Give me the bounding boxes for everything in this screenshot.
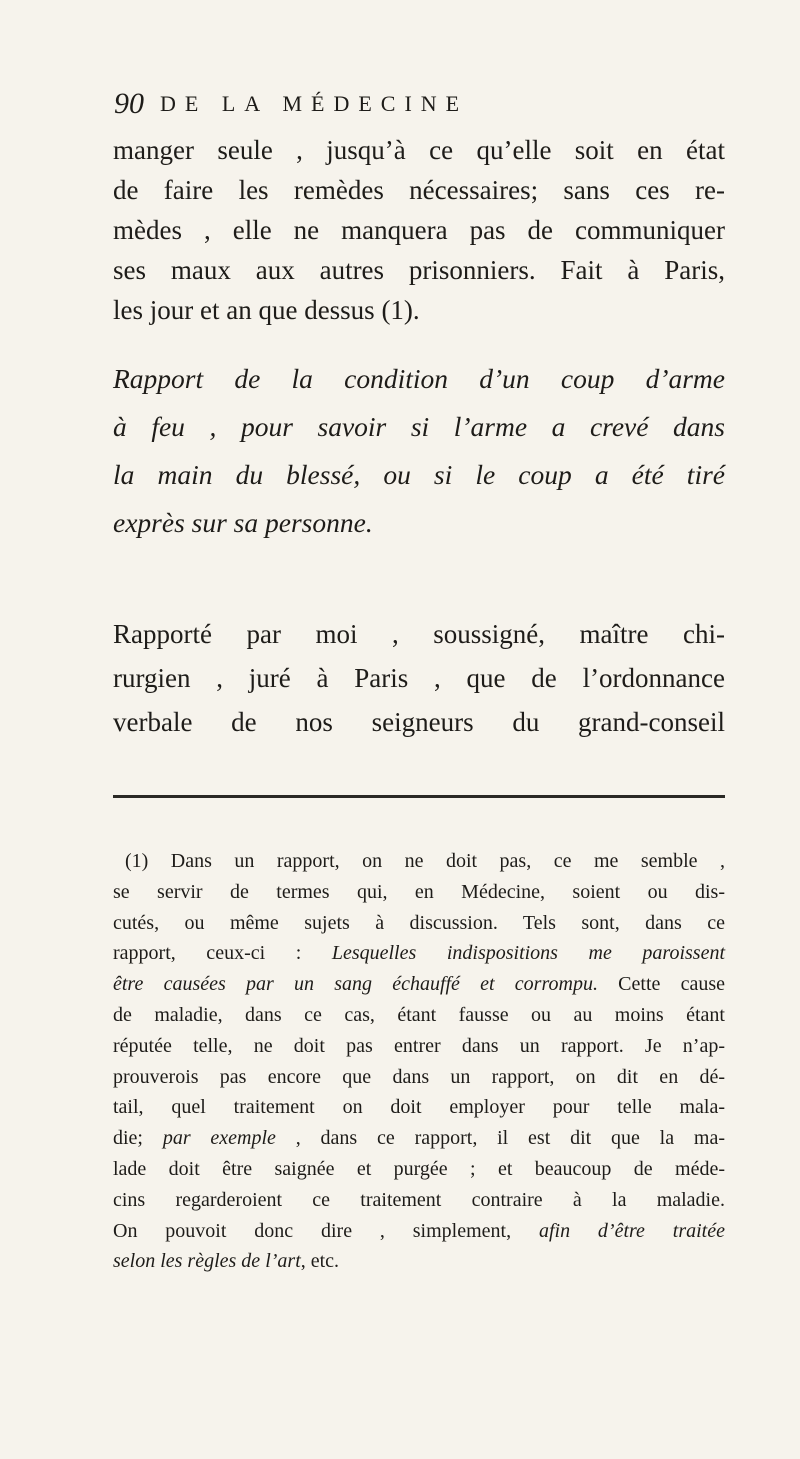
footnote-text: On pouvoit donc dire , simplement,	[113, 1219, 539, 1242]
section-heading	[113, 355, 725, 547]
text-line: mèdes , elle ne manquera pas de communiquer	[113, 215, 725, 245]
paragraph-end-of-report	[113, 130, 725, 330]
footnote-separator	[113, 795, 725, 798]
footnote-line	[113, 938, 725, 969]
page-number: 90	[114, 87, 144, 120]
heading-line: à feu , pour savoir si l’arme a crevé dans	[113, 411, 725, 442]
footnote-text: , etc.	[300, 1250, 340, 1273]
text-line: ses maux aux autres prisonniers. Fait à Paris,	[113, 255, 725, 285]
footnote-text: , dans ce rapport, il est dit que la ma-	[275, 1127, 726, 1150]
running-title: DE LA MÉDECINE	[160, 91, 469, 116]
text-line: verbale de nos seigneurs du grand-conseil	[113, 707, 725, 737]
footnote-line: tail, quel traitement on doit employer pour telle mala-	[113, 1096, 725, 1119]
footnote-emphasis: par exemple	[162, 1127, 276, 1150]
heading-line: Rapport de la condition d’un coup d’arme	[113, 363, 725, 394]
footnote-line: se servir de termes qui, en Médecine, soient ou dis-	[113, 880, 725, 903]
text-line: rurgien , juré à Paris , que de l’ordonnance	[113, 663, 725, 693]
text-line: de faire les remèdes nécessaires; sans ces re-	[113, 175, 725, 205]
footnote-line	[113, 1123, 725, 1154]
footnote	[113, 846, 725, 1277]
footnote-line: lade doit être saignée et purgée ; et beaucoup de méde-	[113, 1157, 725, 1180]
footnote-line: prouverois pas encore que dans un rapport, on dit en dé-	[113, 1065, 725, 1088]
footnote-line	[113, 969, 725, 1000]
text-line: manger seule , jusqu’à ce qu’elle soit en état	[113, 135, 725, 165]
footnote-text: Cette cause	[597, 973, 726, 996]
paragraph-report-opening	[113, 612, 725, 744]
footnote-line: cutés, ou même sujets à discussion. Tels sont, dans ce	[113, 911, 725, 934]
footnote-quote: afin d’être traitée	[538, 1219, 725, 1242]
running-head	[114, 84, 734, 124]
footnote-line: réputée telle, ne doit pas entrer dans un rapport. Je n’ap-	[113, 1034, 725, 1057]
footnote-text: rapport, ceux-ci :	[113, 942, 332, 965]
text-line: les jour et an que dessus (1).	[113, 295, 420, 325]
text-line: Rapporté par moi , soussigné, maître chi-	[113, 619, 725, 649]
footnote-line: cins regarderoient ce traitement contraire à la maladie.	[113, 1188, 725, 1211]
footnote-text: die;	[113, 1127, 163, 1150]
footnote-quote: être causées par un sang échauffé et corrompu.	[113, 973, 598, 996]
footnote-quote: selon les règles de l’art	[113, 1250, 301, 1273]
heading-line: exprès sur sa personne.	[113, 507, 373, 538]
footnote-line	[113, 1246, 725, 1277]
heading-line: la main du blessé, ou si le coup a été tiré	[113, 459, 725, 490]
footnote-line: (1) Dans un rapport, on ne doit pas, ce me semble ,	[125, 850, 725, 872]
footnote-line: de maladie, dans ce cas, étant fausse ou au moins étant	[113, 1003, 725, 1026]
footnote-line	[113, 1216, 725, 1247]
footnote-quote: Lesquelles indispositions me paroissent	[331, 942, 726, 965]
